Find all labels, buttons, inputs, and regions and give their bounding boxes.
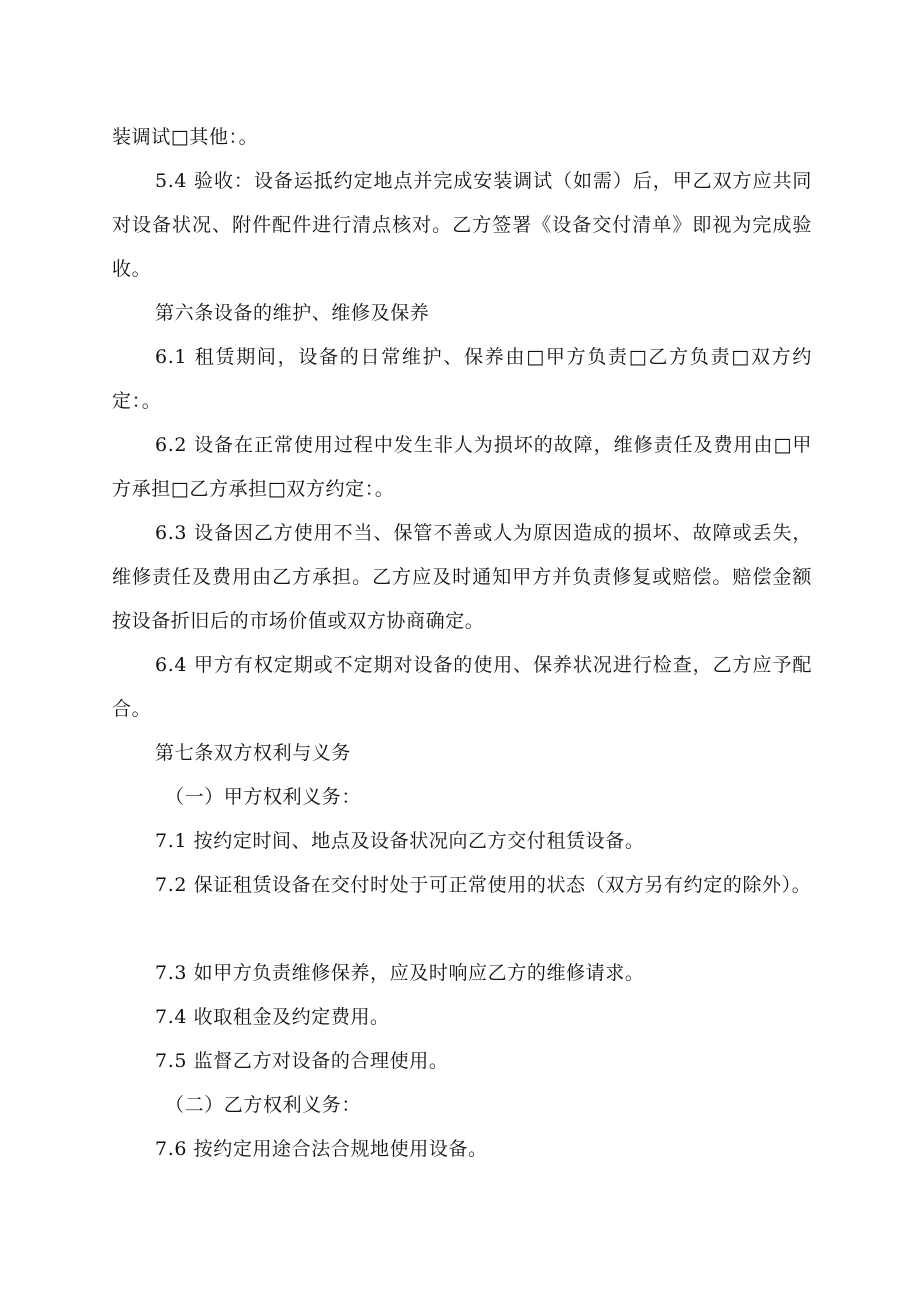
paragraph-clause-7-1: 7.1 按约定时间、地点及设备状况向乙方交付租赁设备。: [155, 830, 645, 852]
paragraph-clause-6-3: 6.3 设备因乙方使用不当、保管不善或人为原因造成的损坏、故障或丢失，维修责任及费用由乙方承担。乙方应及时通知甲方并负责修复或赔偿。赔偿金额按设备折旧后的市场价值或双方协商确定。: [112, 522, 812, 632]
paragraph-clause-6-2: 6.2 设备在正常使用过程中发生非人为损坏的故障，维修责任及费用由□甲方承担□乙方承担□双方约定：。: [112, 434, 812, 500]
heading-article-7: 第七条双方权利与义务: [155, 742, 352, 764]
paragraph-clause-6-4: 6.4 甲方有权定期或不定期对设备的使用、保养状况进行检查，乙方应予配合。: [112, 654, 812, 720]
subheading-party-b: （二）乙方权利义务：: [165, 1094, 362, 1116]
paragraph-clause-7-6: 7.6 按约定用途合法合规地使用设备。: [155, 1138, 488, 1160]
paragraph-clause-5-4: 5.4 验收：设备运抵约定地点并完成安装调试（如需）后，甲乙双方应共同对设备状况、附件配件进行清点核对。乙方签署《设备交付清单》即视为完成验收。: [112, 170, 812, 280]
paragraph-clause-7-4: 7.4 收取租金及约定费用。: [155, 1006, 390, 1028]
heading-article-6: 第六条设备的维护、维修及保养: [155, 302, 430, 324]
paragraph-clause-6-1: 6.1 租赁期间，设备的日常维护、保养由□甲方负责□乙方负责□双方约定：。: [112, 346, 812, 412]
paragraph-clause-7-5: 7.5 监督乙方对设备的合理使用。: [155, 1050, 449, 1072]
paragraph-clause-7-2: 7.2 保证租赁设备在交付时处于可正常使用的状态（双方另有约定的除外）。: [155, 874, 812, 896]
paragraph-clause-7-3: 7.3 如甲方负责维修保养，应及时响应乙方的维修请求。: [155, 962, 645, 984]
paragraph-clause-5-3-continuation: 装调试□其他：。: [112, 126, 259, 148]
subheading-party-a: （一）甲方权利义务：: [165, 786, 362, 808]
